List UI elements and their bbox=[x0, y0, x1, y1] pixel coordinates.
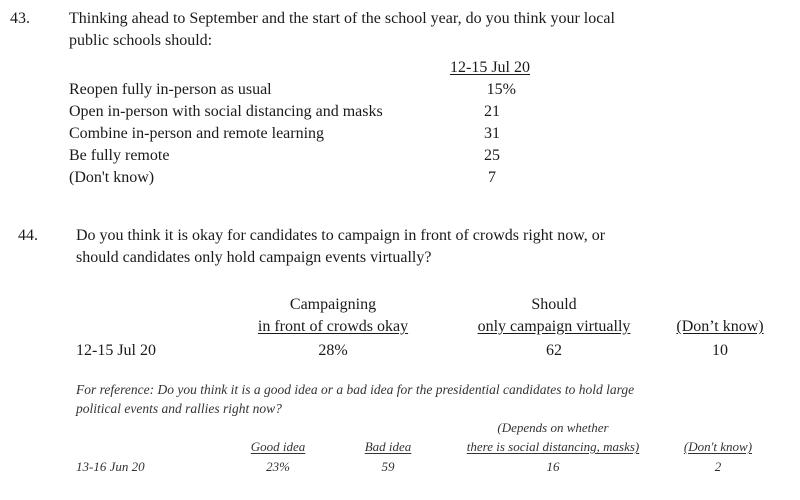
response-value: 10 bbox=[712, 342, 728, 359]
question-text: Thinking ahead to September and the start of the school year, do you think your local bbox=[69, 10, 615, 27]
question-text: should candidates only hold campaign events virtually? bbox=[76, 249, 432, 266]
response-value: 28% bbox=[318, 342, 348, 359]
column-header: there is social distancing, masks) bbox=[466, 439, 640, 454]
response-label: (Don't know) bbox=[69, 169, 155, 186]
response-value: 59 bbox=[381, 459, 395, 474]
column-header: Bad idea bbox=[364, 439, 412, 454]
column-header: only campaign virtually bbox=[477, 318, 631, 335]
column-header: (Don’t know) bbox=[676, 318, 764, 335]
response-value: 7 bbox=[488, 169, 496, 186]
row-date: 12-15 Jul 20 bbox=[76, 342, 156, 359]
response-label: Reopen fully in-person as usual bbox=[69, 81, 272, 98]
response-value: 23% bbox=[266, 459, 290, 474]
column-header: Campaigning bbox=[289, 296, 377, 313]
question-text: public schools should: bbox=[69, 32, 213, 49]
response-label: Open in-person with social distancing and masks bbox=[69, 103, 383, 120]
column-header: Should bbox=[531, 296, 577, 313]
question-number: 44. bbox=[18, 227, 38, 244]
column-header: 12-15 Jul 20 bbox=[450, 59, 530, 76]
response-value: 21 bbox=[484, 103, 500, 120]
row-date: 13-16 Jun 20 bbox=[76, 459, 145, 474]
response-value: 16 bbox=[546, 459, 560, 474]
question-text: Do you think it is okay for candidates to campaign in front of crowds right now, or bbox=[76, 227, 606, 244]
response-value: 15% bbox=[486, 81, 516, 98]
question-number: 43. bbox=[10, 10, 30, 27]
column-header: (Don't know) bbox=[683, 439, 753, 454]
reference-text: political events and rallies right now? bbox=[76, 401, 282, 416]
response-label: Combine in-person and remote learning bbox=[69, 125, 325, 142]
column-header: in front of crowds okay bbox=[257, 318, 409, 335]
response-label: Be fully remote bbox=[69, 147, 170, 164]
response-value: 2 bbox=[714, 459, 722, 474]
column-header: (Depends on whether bbox=[497, 420, 609, 435]
response-value: 25 bbox=[484, 147, 500, 164]
reference-text: For reference: Do you think it is a good idea or a bad idea for the presidential candidates to hold large bbox=[76, 382, 635, 397]
column-header: Good idea bbox=[250, 439, 306, 454]
response-value: 31 bbox=[484, 125, 500, 142]
response-value: 62 bbox=[546, 342, 562, 359]
